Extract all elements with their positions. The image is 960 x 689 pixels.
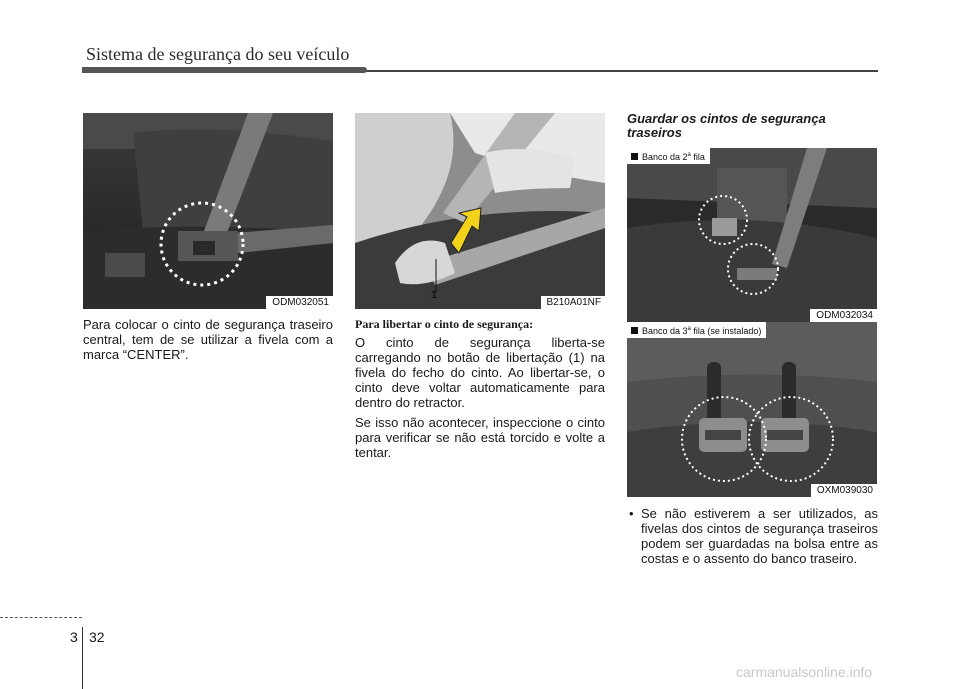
storage-bullet: • Se não estiverem a ser utilizados, as fivelas dos cintos de segurança traseiros podem ser guardadas na bolsa entre as costas e o assento do banco traseiro.	[629, 506, 878, 566]
square-bullet-icon	[631, 153, 638, 160]
figure-code: OXM039030	[811, 484, 877, 497]
square-bullet-icon	[631, 327, 638, 334]
release-photo	[355, 113, 605, 309]
release-section	[355, 317, 605, 465]
page-header-title: Sistema de segurança do seu veículo	[86, 44, 350, 64]
center-buckle-photo	[83, 113, 333, 309]
page-number: 32	[89, 629, 105, 645]
release-button-callout: 1	[431, 289, 438, 301]
third-row-caption: Banco da 3$^a$ fila (se instalado)	[627, 322, 766, 338]
release-paragraph-1: O cinto de segurança liberta-se carregando no botão de libertação (1) na fivela do fecho do cinto. Ao libertar-se, o cinto deve voltar automaticamente para dentro do retractor.	[355, 335, 605, 410]
footer-dashed-rule	[0, 617, 82, 618]
figure-code: ODM032034	[810, 309, 877, 322]
second-row-photo	[627, 148, 877, 322]
release-paragraph-2: Se isso não acontecer, inspeccione o cinto para verificar se não está torcido e volte a tentar.	[355, 415, 605, 460]
second-row-caption: Banco da 2$^a$ fila	[627, 148, 710, 164]
bullet-icon: •	[629, 506, 634, 521]
header-tab	[82, 67, 367, 73]
third-row-photo	[627, 322, 877, 497]
storage-section-title: Guardar os cintos de segurança traseiros	[627, 111, 826, 140]
chapter-number: 3	[70, 629, 78, 645]
figure-code: B210A01NF	[541, 296, 605, 309]
center-belt-paragraph: Para colocar o cinto de segurança traseiro central, tem de se utilizar a fivela com a marca “CENTER”.	[83, 317, 333, 362]
footer-divider	[82, 627, 83, 689]
release-heading: Para libertar o cinto de segurança:	[355, 317, 534, 331]
watermark: carmanualsonline.info	[736, 664, 873, 680]
figure-code: ODM032051	[266, 296, 333, 309]
